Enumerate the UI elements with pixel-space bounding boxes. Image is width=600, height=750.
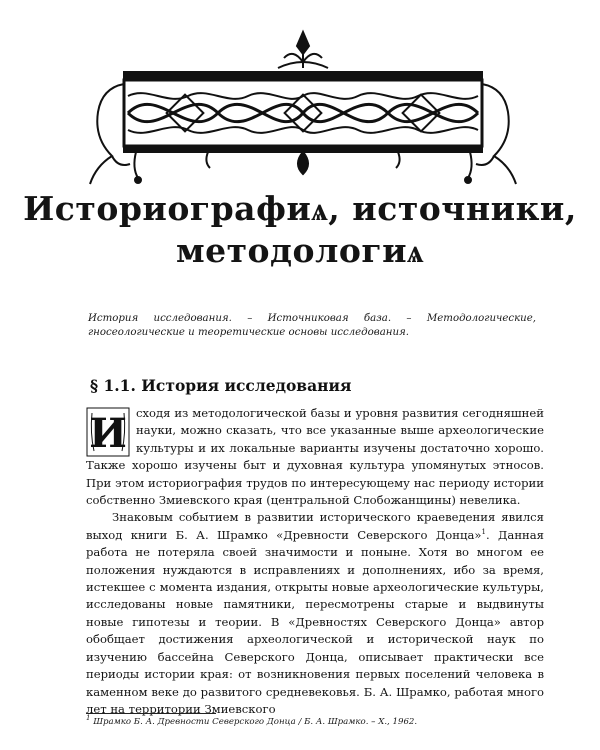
dropcap (86, 407, 130, 457)
footnote-text: Шрамко Б. А. Древности Северского Донца / Б. А. Шрамко. – Х., 1962. (90, 717, 418, 727)
paragraph-1-text: сходя из методологической базы и уровня развития сегодняшней науки, можно сказать, что все указанные выше археологические культуры и их локальные варианты изучены достаточно хорошо. Также хорошо изучены быт и духовная культура упомянутых этносов. При этом историография трудов по интересующему нас периоду истории собственно Змиевского края (центральной Слобожанщины) невелика. (86, 406, 544, 508)
footnote-ref[interactable]: 1 (481, 527, 486, 536)
chapter-title (0, 188, 600, 272)
chapter-title-line-2: методологиѧ (175, 231, 425, 270)
footnote-mark: 1 (86, 714, 91, 723)
paragraph-2-text-b: . Данная работа не потеряла своей значимости и поныне. Хотя во многом ее положения нуждаются в исправлениях и дополнениях, ибо за время, истекшее с момента издания, открыты новые археологические культуры, исследованы новые памятники, пересмотрены старые и выдвинуты новые гипотезы и теории. В «Древностях Северского Донца» автор обобщает достижения археологической и исторической наук по изучению бассейна Северского Донца, описывает практически все периоды истории края: от возникновения первых поселений человека в каменном веке до развитого средневековья. Б. А. Шрамко, работая много лет на территории Змиевского (86, 527, 544, 716)
paragraph-1 (86, 405, 544, 509)
chapter-title-line-1: Историографиѧ, источники, (23, 189, 577, 228)
section-heading: § 1.1. История исследования (90, 376, 352, 395)
footnote-divider (86, 713, 216, 714)
chapter-epigraph: История исследования. – Источниковая база. – Методологические, гносеологические и теоретические основы исследования. (88, 313, 536, 338)
headpiece-ornament (88, 28, 518, 198)
paragraph-2-text-a: Знаковым событием в развитии исторического краеведения явился выход книги Б. А. Шрамко «Древности Северского Донца» (86, 510, 544, 542)
footnote (86, 716, 546, 728)
paragraph-2 (86, 509, 544, 718)
dropcap-letter: И (89, 410, 127, 457)
body-text (86, 405, 544, 718)
